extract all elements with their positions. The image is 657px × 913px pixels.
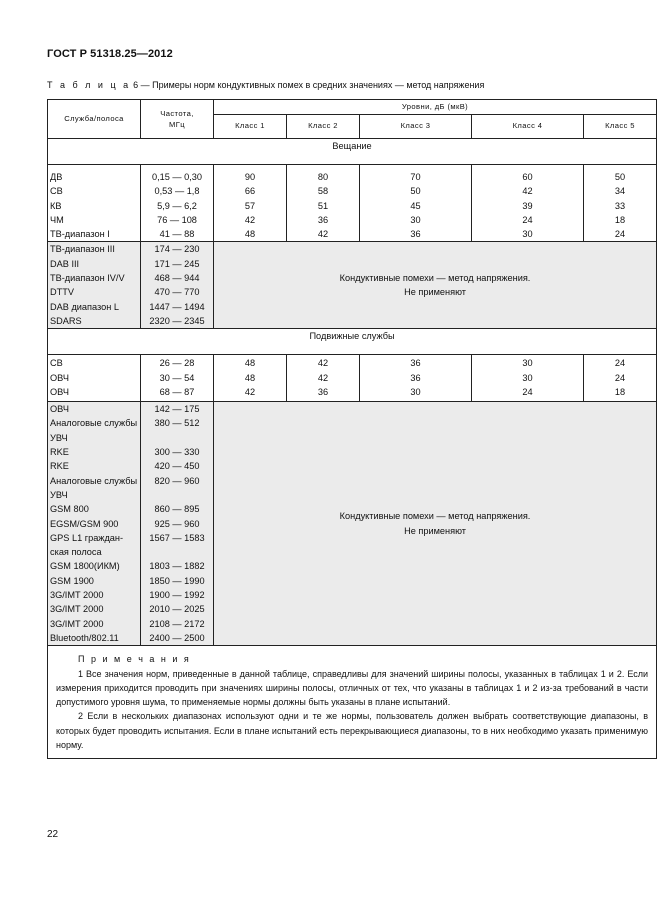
- freq-range: 300 — 330: [154, 447, 200, 458]
- level-value: 42: [317, 372, 329, 383]
- page-number: 22: [47, 829, 59, 840]
- freq-range: 0,53 — 1,8: [154, 186, 200, 197]
- service-name: GPS L1 гражданская полоса: [50, 532, 124, 558]
- service-name: SDARS: [50, 315, 82, 326]
- col-freq-header: Частота, МГц: [141, 100, 214, 139]
- service-name: Аналоговые службы УВЧ: [50, 418, 138, 443]
- level-value: 50: [410, 186, 421, 197]
- service-name: 3G/IMT 2000: [50, 618, 104, 629]
- service-name: ТВ-диапазон IV/V: [50, 273, 125, 284]
- not-applicable-line-2: Не применяют: [404, 525, 466, 536]
- service-name: СВ: [50, 358, 63, 369]
- table-caption: [47, 80, 484, 90]
- freqs-broadcast-a: [141, 165, 214, 242]
- level-value: 90: [244, 172, 256, 182]
- level-value: 48: [244, 229, 256, 240]
- freq-range: 2010 — 2025: [149, 604, 205, 615]
- level-value: 42: [244, 214, 256, 225]
- freq-range: 380 — 512: [154, 418, 200, 429]
- level-value: 51: [317, 200, 329, 211]
- col-levels-header: Уровни, дБ (мкВ): [214, 100, 657, 115]
- col-class-2: Класс 2: [287, 115, 360, 139]
- level-value: 60: [522, 172, 533, 182]
- caption-text: 6 — Примеры норм кондуктивных помех в средних значениях — метод напряжения: [130, 80, 485, 90]
- class2-mobile: [287, 355, 360, 402]
- service-name: ОВЧ: [50, 386, 69, 397]
- freq-range: 41 — 88: [159, 229, 195, 240]
- service-name: КВ: [50, 200, 62, 211]
- services-broadcast-a: [48, 165, 141, 242]
- freqs-broadcast-b: [141, 242, 214, 329]
- service-name: DAB диапазон L: [50, 301, 119, 312]
- class5-broadcast: [584, 165, 657, 242]
- freqs-mobile-a: [141, 355, 214, 402]
- level-value: 36: [410, 372, 421, 383]
- section-title-broadcast: Вещание: [48, 139, 657, 165]
- class4-broadcast: [472, 165, 584, 242]
- freq-range: 1850 — 1990: [149, 575, 205, 586]
- level-value: 39: [522, 200, 533, 211]
- service-name: 3G/IMT 2000: [50, 590, 104, 601]
- service-name: DAB III: [50, 258, 80, 269]
- not-applicable-broadcast: [214, 242, 657, 329]
- services-mobile-b: [48, 402, 141, 646]
- freq-range: 5,9 — 6,2: [157, 200, 197, 211]
- level-value: 45: [410, 200, 421, 211]
- level-value: 30: [522, 229, 533, 240]
- class4-mobile: [472, 355, 584, 402]
- service-name: DTTV: [50, 287, 74, 298]
- freq-range: 820 — 960: [154, 475, 200, 486]
- freq-range: 1567 — 1583: [149, 532, 205, 543]
- class3-mobile: [360, 355, 472, 402]
- services-mobile-a: [48, 355, 141, 402]
- service-name: RKE: [50, 447, 69, 458]
- class1-broadcast: [214, 165, 287, 242]
- class1-mobile: [214, 355, 287, 402]
- level-value: 58: [317, 186, 329, 197]
- level-value: 18: [614, 214, 626, 225]
- service-name: ДВ: [50, 172, 63, 182]
- note-2: 2 Если в нескольких диапазонах используют одни и те же нормы, пользователь должен выбрать соответствующие диапазоны, в которых будет проводить испытания. Если в плане испытаний есть перекрывающиеся диапазоны, то в них необходимо указать применимую норму.: [56, 711, 649, 750]
- freq-range: 925 — 960: [154, 518, 200, 529]
- service-name: GSM 1900: [50, 575, 94, 586]
- freq-range: 2108 — 2172: [149, 618, 205, 629]
- level-value: 48: [244, 358, 256, 369]
- level-value: 42: [244, 386, 256, 397]
- level-value: 24: [614, 372, 626, 383]
- not-applicable-line-2: Не применяют: [404, 287, 466, 298]
- service-name: СВ: [50, 186, 63, 197]
- level-value: 24: [522, 386, 533, 397]
- service-name: ТВ-диапазон I: [50, 229, 110, 240]
- level-value: 30: [522, 358, 533, 369]
- level-value: 24: [522, 214, 533, 225]
- freq-range: 420 — 450: [154, 461, 200, 472]
- freq-range: 2320 — 2345: [149, 315, 205, 326]
- freq-range: 1803 — 1882: [149, 561, 205, 572]
- document-header: ГОСТ Р 51318.25—2012: [47, 48, 173, 60]
- level-value: 34: [614, 186, 626, 197]
- section-title-mobile: Подвижные службы: [48, 329, 657, 355]
- service-name: ТВ-диапазон III: [50, 244, 115, 255]
- service-name: Аналоговые службы УВЧ: [50, 475, 138, 500]
- freq-range: 26 — 28: [159, 358, 195, 369]
- not-applicable-line-1: Кондуктивные помехи — метод напряжения.: [339, 273, 531, 284]
- notes-block: [48, 646, 657, 759]
- service-name: Bluetooth/802.11: [50, 632, 119, 643]
- service-name: 3G/IMT 2000: [50, 604, 104, 615]
- caption-prefix: Т а б л и ц а: [47, 80, 131, 90]
- level-value: 30: [410, 386, 421, 397]
- col-class-5: Класс 5: [584, 115, 657, 139]
- service-name: GSM 800: [50, 504, 89, 515]
- level-value: 36: [410, 358, 421, 369]
- not-applicable-mobile: [214, 402, 657, 646]
- level-value: 66: [244, 186, 256, 197]
- service-name: GSM 1800(ИКМ): [50, 561, 120, 572]
- level-value: 24: [614, 358, 626, 369]
- freq-range: 30 — 54: [159, 372, 195, 383]
- level-value: 36: [317, 386, 329, 397]
- freq-range: 142 — 175: [154, 404, 200, 415]
- class5-mobile: [584, 355, 657, 402]
- class2-broadcast: [287, 165, 360, 242]
- level-value: 33: [614, 200, 626, 211]
- freq-range: 68 — 87: [159, 386, 195, 397]
- level-value: 24: [614, 229, 626, 240]
- col-class-3: Класс 3: [360, 115, 472, 139]
- level-value: 57: [244, 200, 256, 211]
- service-name: ОВЧ: [50, 404, 69, 415]
- notes-title: П р и м е ч а н и я: [78, 654, 191, 665]
- level-value: 42: [317, 229, 329, 240]
- service-name: EGSM/GSM 900: [50, 518, 119, 529]
- level-value: 30: [522, 372, 533, 383]
- freq-range: 0,15 — 0,30: [151, 172, 203, 182]
- level-value: 30: [410, 214, 421, 225]
- freq-range: 1447 — 1494: [149, 301, 205, 312]
- level-value: 70: [410, 172, 421, 182]
- freq-range: 76 — 108: [157, 214, 197, 225]
- level-value: 18: [614, 386, 626, 397]
- level-value: 48: [244, 372, 256, 383]
- level-value: 80: [317, 172, 329, 182]
- freq-range: 174 — 230: [154, 244, 200, 255]
- norms-table: [47, 99, 657, 759]
- level-value: 36: [410, 229, 421, 240]
- freq-range: 468 — 944: [154, 273, 200, 284]
- service-name: ОВЧ: [50, 372, 69, 383]
- freq-range: 2400 — 2500: [149, 632, 205, 643]
- note-1: 1 Все значения норм, приведенные в данной таблице, справедливы для значений ширины полосы, указанных в таблицах 1 и 2. Если измерения приходится проводить при значениях ширины полосы, отличных от тех, что указаны в таблицах 1 и 2 из-за требований в части допустимого уровня шума, то применяемые нормы должны быть указаны в плане испытаний.: [56, 668, 649, 708]
- col-class-4: Класс 4: [472, 115, 584, 139]
- level-value: 36: [317, 214, 329, 225]
- level-value: 42: [522, 186, 533, 197]
- col-service-header: Служба/полоса: [48, 100, 141, 139]
- col-class-1: Класс 1: [214, 115, 287, 139]
- class3-broadcast: [360, 165, 472, 242]
- level-value: 50: [614, 172, 626, 182]
- services-broadcast-b: [48, 242, 141, 329]
- freq-range: 860 — 895: [154, 504, 200, 515]
- freq-range: 1900 — 1992: [149, 590, 205, 601]
- freq-range: 470 — 770: [154, 287, 200, 298]
- service-name: RKE: [50, 461, 69, 472]
- freqs-mobile-b: [141, 402, 214, 646]
- level-value: 42: [317, 358, 329, 369]
- not-applicable-line-1: Кондуктивные помехи — метод напряжения.: [339, 511, 531, 522]
- freq-range: 171 — 245: [154, 258, 200, 269]
- service-name: ЧМ: [50, 214, 64, 225]
